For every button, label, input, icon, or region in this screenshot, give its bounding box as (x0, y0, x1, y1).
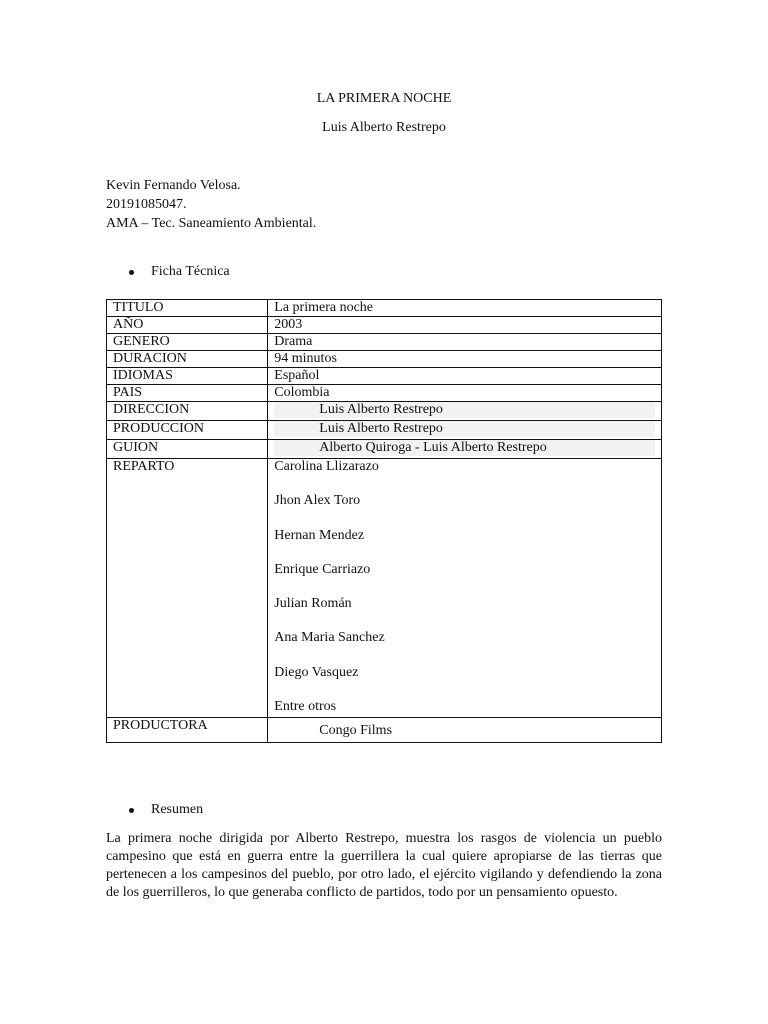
cast-member: Entre otros (274, 699, 337, 715)
row-value-titulo: La primera noche (268, 300, 662, 317)
row-label-ano: AÑO (107, 317, 268, 334)
row-value-ano: 2003 (268, 317, 662, 334)
row-value-direccion-cell (268, 402, 662, 421)
row-value-duracion: 94 minutos (268, 351, 662, 368)
author-id: 20191085047. (106, 197, 187, 212)
row-value-guion: Alberto Quiroga - Luis Alberto Restrepo (274, 440, 655, 456)
cast-member: Enrique Carriazo (274, 561, 371, 577)
table-row (107, 368, 662, 385)
cast-member: Jhon Alex Toro (274, 493, 361, 509)
row-value-idiomas: Español (268, 368, 662, 385)
bullet-icon (129, 808, 134, 813)
row-value-produccion: Luis Alberto Restrepo (274, 421, 655, 437)
cast-member: Carolina Llizarazo (274, 459, 379, 474)
table-row (107, 385, 662, 402)
row-label-idiomas: IDIOMAS (107, 368, 268, 385)
row-value-reparto (268, 459, 662, 718)
table-row (107, 334, 662, 351)
table-row (107, 402, 662, 421)
document-title: LA PRIMERA NOCHE (316, 91, 452, 106)
row-label-direccion: DIRECCION (107, 402, 268, 421)
table-row (107, 317, 662, 334)
row-value-productora: Congo Films (319, 723, 393, 739)
cast-member: Diego Vasquez (274, 664, 359, 680)
table-row (107, 300, 662, 317)
bullet-icon (129, 270, 134, 275)
table-row (107, 421, 662, 440)
row-value-pais: Colombia (268, 385, 662, 402)
section-heading-resumen-label: Resumen (151, 802, 204, 817)
row-label-pais: PAIS (107, 385, 268, 402)
row-value-genero: Drama (268, 334, 662, 351)
author-block (106, 176, 316, 233)
cast-list (274, 459, 655, 717)
author-name: Kevin Fernando Velosa. (106, 178, 241, 193)
row-value-produccion-cell (268, 421, 662, 440)
section-heading-resumen (129, 802, 203, 818)
author-program: AMA – Tec. Saneamiento Ambiental. (106, 216, 317, 231)
row-label-duracion: DURACION (107, 351, 268, 368)
row-value-guion-cell (268, 440, 662, 459)
ficha-tecnica-table (106, 299, 662, 743)
row-label-reparto: REPARTO (107, 459, 268, 718)
table-row (107, 718, 662, 743)
row-label-produccion: PRODUCCION (107, 421, 268, 440)
table-row (107, 440, 662, 459)
resumen-paragraph: La primera noche dirigida por Alberto Restrepo, muestra los rasgos de violencia un pueblo campesino que está en guerra entre la guerrillera la cual quiere apropiarse de las tierras que pertenecen a los campesinos del pueblo, por otro lado, el ejército vigilando y defendiendo la zona de los guerrilleros, lo que generaba conflicto de partidos, todo por un pensamiento opuesto. (106, 831, 662, 900)
row-label-guion: GUION (107, 440, 268, 459)
cast-member: Julian Román (274, 596, 352, 612)
section-heading-ficha-label: Ficha Técnica (151, 264, 230, 279)
row-label-titulo: TITULO (107, 300, 268, 317)
row-value-productora-cell (268, 718, 662, 743)
table-row (107, 459, 662, 718)
row-value-direccion: Luis Alberto Restrepo (274, 402, 655, 418)
row-label-productora: PRODUCTORA (107, 718, 268, 743)
document-subtitle: Luis Alberto Restrepo (322, 120, 446, 135)
row-label-genero: GENERO (107, 334, 268, 351)
table-row (107, 351, 662, 368)
section-heading-ficha (129, 264, 230, 280)
cast-member: Ana Maria Sanchez (274, 630, 385, 646)
cast-member: Hernan Mendez (274, 527, 365, 543)
